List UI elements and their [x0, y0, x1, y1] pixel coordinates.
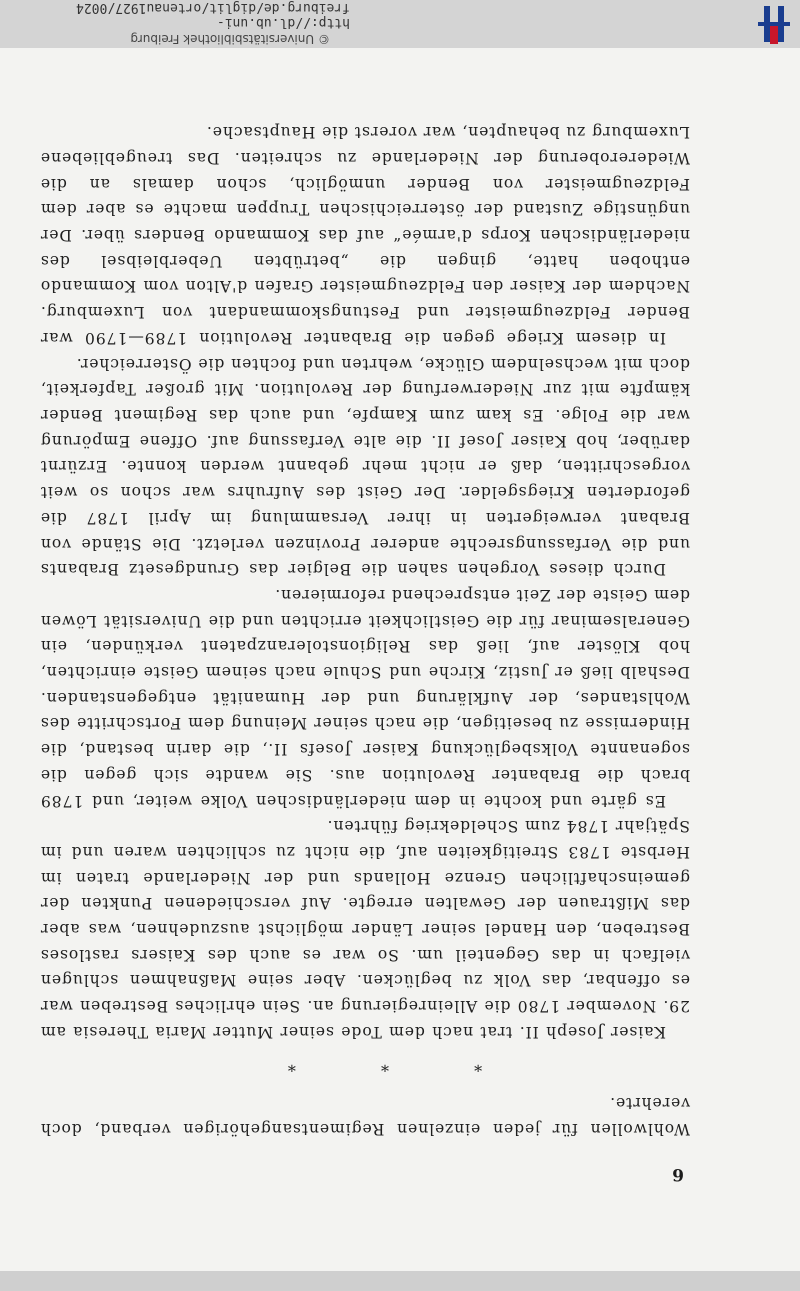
paragraph-2: Kaiser Joseph II. trat nach dem Tode seiner Mutter Maria Theresia am 29. November 1780 die Alleinregierung an. Sein ehrliches Bestreben war es offenbar, das Volk zu beglücken. Aber seine Maßnahmen schlugen vielfach in das Gegenteil um. So war es auch des Kaisers rastloses Bestreben, den Handel seiner Länder möglichst auszudehnen, was aber das Mißtrauen der Gewalten erregte. Auf verschiedenen Punkten der gemeinschaftlichen Grenze Hollands und der Niederlande traten im Herbste 1783 Streitigkeiten auf, die nicht zu schlichten waren und im Spätjahr 1784 zum Scheldekrieg führten. [40, 817, 690, 1041]
page-sheet [0, 48, 800, 1279]
page-number: 6 [672, 1164, 684, 1184]
library-footer-bar [0, 0, 800, 48]
source-url[interactable]: http://dl.ub.uni-freiburg.de/diglit/ortenau1927/0024 [76, 0, 350, 30]
copyright-notice: © Universitätsbibliothek Freiburg [130, 32, 330, 46]
paragraph-4: Durch dieses Vorgehen sahen die Belgier das Grundgesetz Brabants und die Verfassungsrechte anderer Provinzen verletzt. Die Stände von Brabant verweigerten in ihrer Versammlung im April 1787 die geforderten Kriegsgelder. Der Geist des Aufruhrs war schon so weit vorgeschritten, daß er nicht mehr gebannt werden konnte. Erzürnt darüber, hob Kaiser Josef II. die alte Verfassung auf. Offene Empörung war die Folge. Es kam zum Kampfe, und auch das Regiment Bender kämpfte mit zur Niederwerfung der Revolution. Mit großer Tapferkeit, doch mit wechselndem Glücke, wehrten und fochten die Österreicher. [40, 354, 690, 579]
paragraph-3: Es gärte und kochte in dem niederländischen Volke weiter, und 1789 brach die Brabanter Revolution aus. Sie wandte sich gegen die sogenannte Volksbeglückung Kaiser Josefs II., die darin bestand, die Hindernisse zu beseitigen, die nach seiner Meinung dem Fortschritte des Wohlstandes, der Aufklärung und der Humanität entgegenstanden. Deshalb ließ er Justiz, Kirche und Schule nach seinem Geiste einrichten, hob Klöster auf, ließ das Religionstoleranzpatent verkünden, ein Generalseminar für die Geistlichkeit errichten und die Universität Löwen dem Geiste der Zeit entsprechend reformieren. [40, 585, 690, 810]
section-separator: * * * [247, 1055, 483, 1075]
paragraph-5: In diesem Kriege gegen die Brabanter Revolution 1789—1790 war Bender Feldzeugmeister und Festungskommandant von Luxemburg. Nachdem der Kaiser den Feldzeugmeister Grafen d'Alton vom Kommando enthoben hatte, gingen die „betrübten Ueberbleibsel des niederländischen Korps d'armée“ auf das Kommando Benders über. Der ungünstige Zustand der österreichischen Truppen machte es aber dem Feldzeugmeister von Bender unmöglich, schon damals an die Wiedereroberung der Niederlande zu schreiten. Das treugebliebene Luxemburg zu behaupten, war vorerst die Hauptsache. [40, 123, 690, 347]
university-logo-icon [750, 2, 794, 46]
paragraph-1: Wohlwollen für jeden einzelnen Regimentsangehörigen verband, doch verehrte. [40, 1094, 690, 1138]
viewer-bottom-frame [0, 1271, 800, 1291]
page-body [40, 119, 690, 1141]
